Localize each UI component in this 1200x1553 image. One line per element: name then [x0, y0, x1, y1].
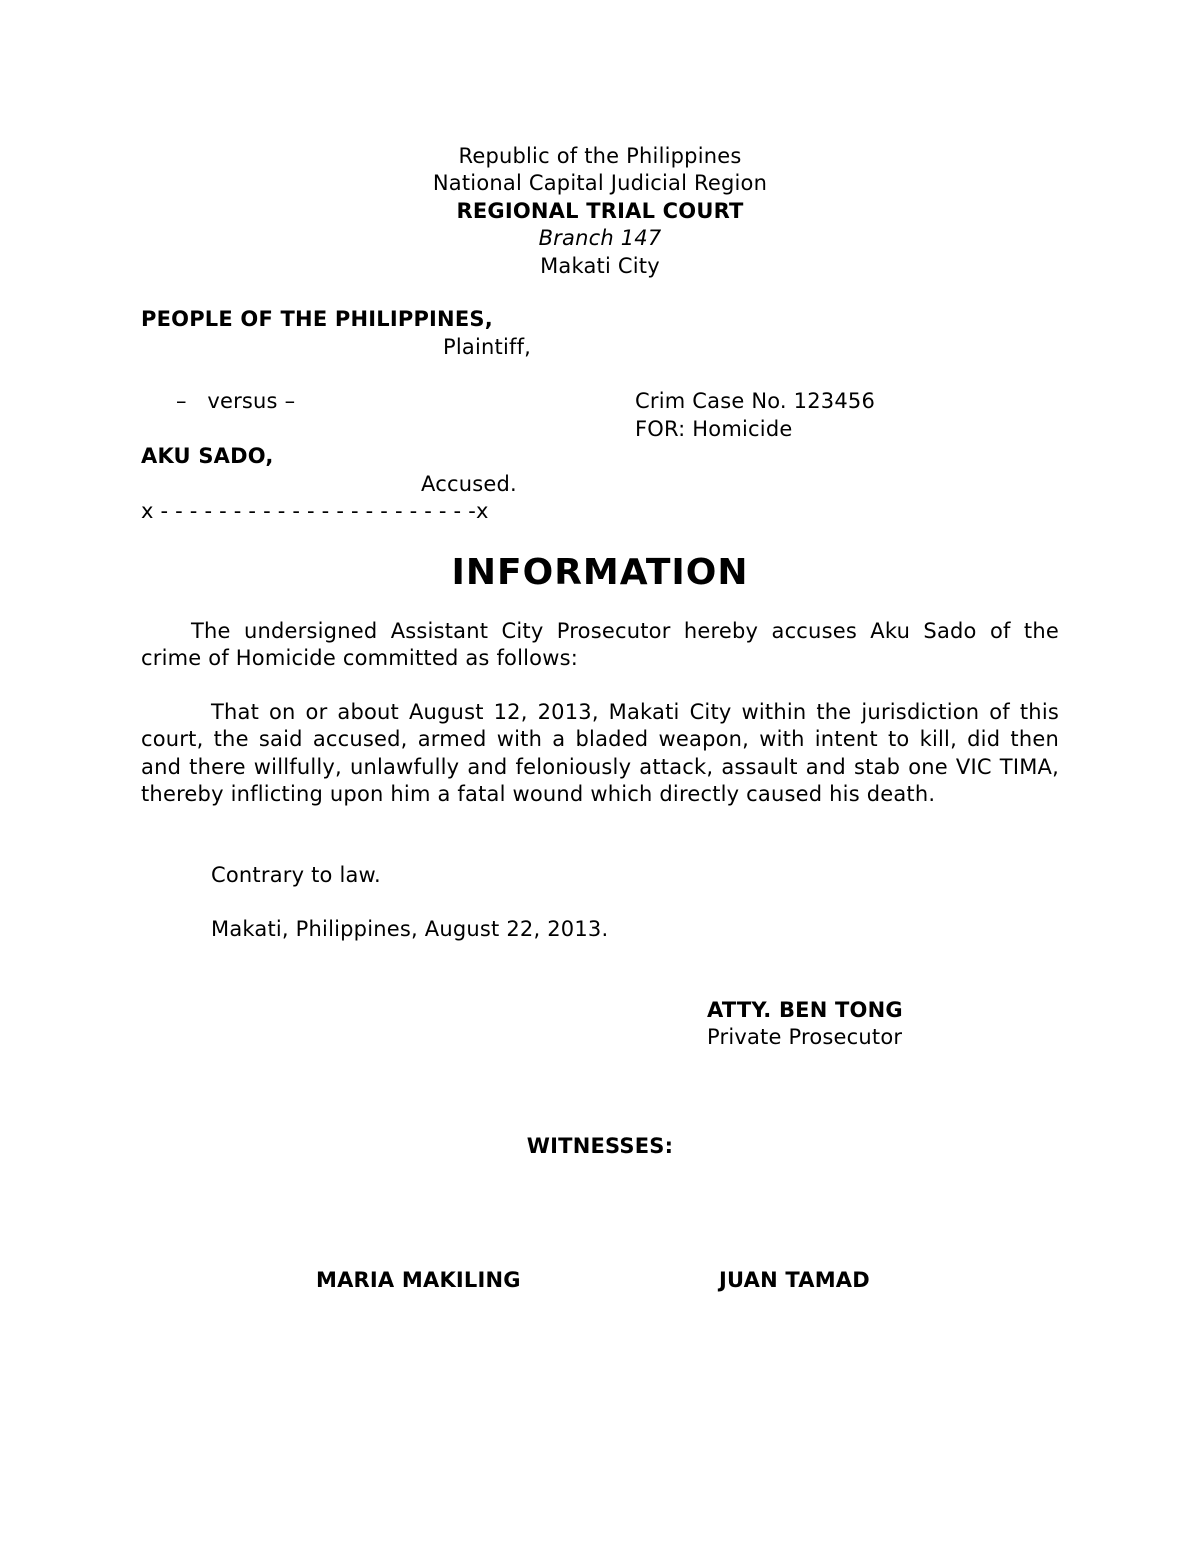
signatory-title: Private Prosecutor	[707, 1025, 903, 1049]
contrary-to-law: Contrary to law.	[211, 863, 381, 887]
signatory-name: ATTY. BEN TONG	[707, 998, 903, 1022]
intro-paragraph: The undersigned Assistant City Prosecutor hereby accuses Aku Sado of the crime of Homicide committed as follows:	[141, 619, 1059, 671]
header-court: REGIONAL TRIAL COURT	[456, 199, 744, 223]
document-title: INFORMATION	[451, 552, 749, 593]
accused-name: AKU SADO,	[141, 444, 274, 468]
witnesses-heading: WITNESSES:	[526, 1134, 674, 1158]
versus-label: – versus –	[176, 389, 296, 413]
witness-name: MARIA MAKILING	[316, 1268, 521, 1292]
accused-role: Accused.	[421, 472, 517, 496]
plaintiff-role: Plaintiff,	[443, 335, 532, 359]
header-region: National Capital Judicial Region	[432, 171, 768, 195]
header-city: Makati City	[540, 254, 660, 278]
witness-name: JUAN TAMAD	[719, 1268, 870, 1292]
case-number: Crim Case No. 123456	[635, 389, 876, 413]
header-branch: Branch 147	[538, 226, 662, 250]
plaintiff-name: PEOPLE OF THE PHILIPPINES,	[141, 307, 493, 331]
charge-paragraph: That on or about August 12, 2013, Makati City within the jurisdiction of this court, the said accused, armed with a bladed weapon, with intent to kill, did then and there willfully, unlawfully and feloniously attack, assault and stab one VIC TIMA, thereby inflicting upon him a fatal wound which directly caused his death.	[141, 700, 1059, 806]
place-and-date: Makati, Philippines, August 22, 2013.	[211, 917, 609, 941]
header-republic: Republic of the Philippines	[458, 144, 742, 168]
caption-separator: x - - - - - - - - - - - - - - - - - - - - - -x	[141, 499, 489, 523]
case-offense: FOR: Homicide	[635, 417, 793, 441]
